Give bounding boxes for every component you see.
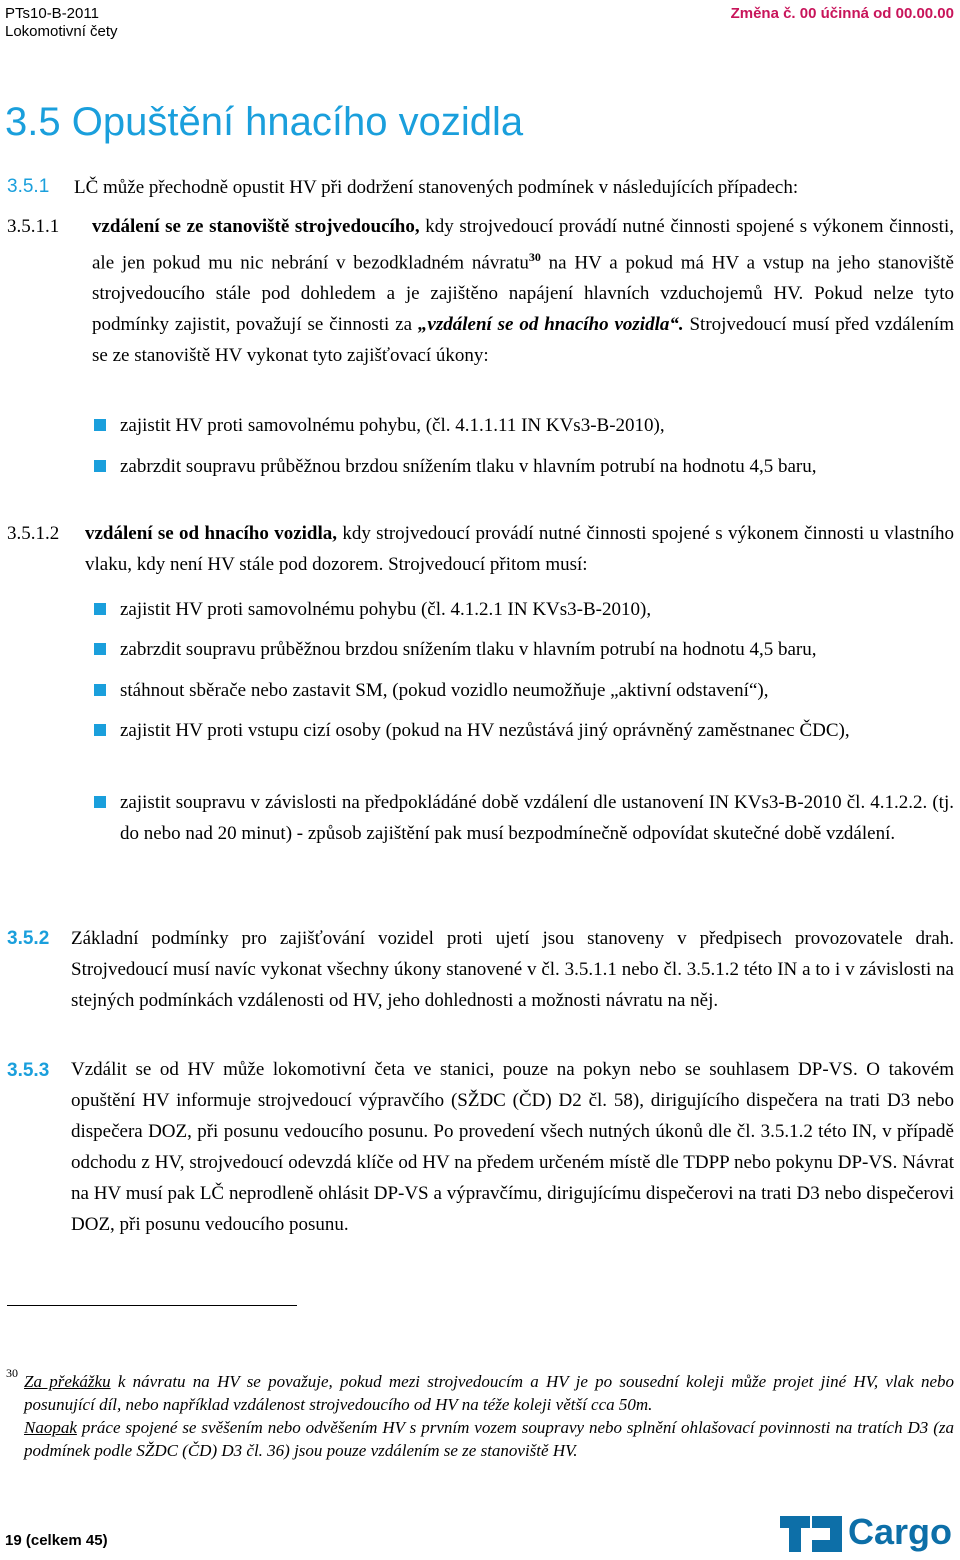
bullet-square-icon — [94, 796, 106, 808]
footnote-text — [24, 1370, 954, 1462]
subsection-number-351: 3.5.1 — [7, 176, 50, 197]
bullet-item-3512-5: zajistit soupravu v závislosti na předpokládáné době vzdálení dle ustanovení IN KVs3-B-2010 čl. 4.1.2.2. (tj. do nebo nad 20 minut) - způsob zajištění pak musí bezpodmínečně odpovídat skutečné době vzdálení. — [120, 792, 954, 844]
footnote-number: 30 — [6, 1366, 18, 1380]
amendment-note: Změna č. 00 účinná od 00.00.00 — [730, 5, 954, 22]
clause-text-3511-a: kdy strojvedoucí provádí nutné činnosti spojené s výkonem činnosti, ale jen pokud mu nic nebrání v bezodkladném návratu — [92, 216, 954, 274]
document-subtitle: Lokomotivní čety — [5, 23, 118, 40]
subsection-text-351: LČ může přechodně opustit HV při dodržení stanovených podmínek v následujících případech: — [74, 177, 799, 198]
footnote-text-2: práce spojené se svěšením nebo odvěšením HV s prvním vozem soupravy nebo splnění ohlašovací povinnosti na tratích D3 (za podmínek podle SŽDC (ČD) D3 čl. 36) jsou pouze vzdálením se ze stanoviště HV. — [24, 1418, 954, 1460]
bullet-square-icon — [94, 724, 106, 736]
bullet-item-3512-2: zabrzdit soupravu průběžnou brzdou snížením tlaku v hlavním potrubí na hodnotu 4,5 baru, — [120, 639, 817, 660]
logo-text: Cargo — [848, 1511, 953, 1552]
section-number: 3.5 — [5, 100, 61, 144]
bullet-item-3512-3: stáhnout sběrače nebo zastavit SM, (pokud vozidlo neumožňuje „aktivní odstavení“), — [120, 680, 769, 701]
section-title — [5, 98, 523, 146]
footnote-separator — [7, 1305, 297, 1306]
clause-text-3512 — [85, 518, 954, 580]
subsection-text-352: Základní podmínky pro zajišťování vozidel proti ujetí jsou stanoveny v předpisech provozovatele drah. Strojvedoucí musí navíc vykonat všechny úkony stanovené v čl. 3.5.1.1 nebo čl. 3.5.1.2 této IN a to i v závislosti na stejných podmínkách vzdálenosti od HV, jeho dohlednosti a možnosti návratu na něj. — [71, 928, 954, 1011]
clause-bold-3511: vzdálení se ze stanoviště strojvedoucího, — [92, 216, 420, 237]
bullet-square-icon — [94, 603, 106, 615]
subsection-number-353: 3.5.3 — [7, 1060, 50, 1081]
bullet-item-3511-1: zajistit HV proti samovolnému pohybu, (čl. 4.1.1.11 IN KVs3-B-2010), — [120, 415, 665, 436]
clause-text-3512-a: kdy strojvedoucí provádí nutné činnosti spojené s výkonem činnosti u vlastního vlaku, kdy není HV stále pod dozorem. Strojvedoucí přitom musí: — [85, 523, 955, 575]
bullet-square-icon — [94, 643, 106, 655]
section-title-text: Opuštění hnacího vozidla — [71, 100, 524, 144]
footnote-ref: 30 — [528, 250, 541, 264]
clause-text-3511 — [92, 211, 954, 371]
footnote-underline-1: Za překážku — [24, 1372, 111, 1391]
bullet-square-icon — [94, 419, 106, 431]
clause-bold-3512: vzdálení se od hnacího vozidla, — [85, 523, 338, 544]
clause-text-3511-c: Strojvedoucí musí před vzdálením se ze stanoviště HV vykonat tyto zajišťovací úkony: — [92, 314, 954, 367]
footnote-text-1: k návratu na HV se považuje, pokud mezi strojvedoucím a HV je po sousední koleji může projet jiné HV, vlak nebo posunující díl, nebo například vzdálenost strojvedoucího od HV na téže koleji větší cca 50m. — [24, 1372, 954, 1414]
clause-text-3511-b: na HV a pokud má HV a vstup na jeho stanoviště strojvedoucího stále pod dohledem a je zajištěno napájení hlavních vzduchojemů HV. Pokud nelze tyto podmínky zajistit, považují se činnosti za — [92, 252, 954, 336]
subsection-number-352: 3.5.2 — [7, 928, 50, 949]
clause-number-3512 — [7, 518, 59, 549]
bullet-item-3512-4: zajistit HV proti vstupu cizí osoby (pokud na HV nezůstává jiný oprávněný zaměstnanec ČDC), — [120, 720, 850, 741]
clause-quote-3511: „vzdálení se od hnacího vozidla“. — [417, 314, 684, 336]
bullet-item-3511-2: zabrzdit soupravu průběžnou brzdou snížením tlaku v hlavním potrubí na hodnotu 4,5 baru, — [120, 456, 817, 477]
clause-number-3511: 3.5.1.1 — [7, 216, 60, 237]
footnote-underline-2: Naopak — [24, 1418, 77, 1437]
cargo-logo — [778, 1511, 956, 1554]
subsection-text-353: Vzdálit se od HV může lokomotivní četa ve stanici, pouze na pokyn nebo se souhlasem DP-VS. O takovém opuštění HV informuje strojvedoucí výpravčího (SŽDC (ČD) D2 čl. 58), dirigujícího dispečera na trati D3 nebo dispečera DOZ, při posunu vedoucího posunu. Po provedení všech nutných úkonů dle čl. 3.5.1.2 této IN, v případě odchodu z HV, strojvedoucí odevzdá klíče od HV na předem určeném místě dle TDPP nebo pokynu DP-VS. Návrat na HV musí pak LČ neprodleně ohlásit DP-VS a výpravčímu, dirigujícímu dispečerovi na trati D3 nebo dispečerovi DOZ, při posunu vedoucího posunu. — [71, 1059, 954, 1235]
bullet-item-3512-1: zajistit HV proti samovolnému pohybu (čl. 4.1.2.1 IN KVs3-B-2010), — [120, 599, 652, 620]
bullet-square-icon — [94, 460, 106, 472]
bullet-square-icon — [94, 684, 106, 696]
clause-number-3512-text: 3.5.1.2 — [7, 523, 60, 544]
page-number: 19 (celkem 45) — [5, 1532, 108, 1549]
document-code: PTs10-B-2011 — [5, 5, 99, 22]
